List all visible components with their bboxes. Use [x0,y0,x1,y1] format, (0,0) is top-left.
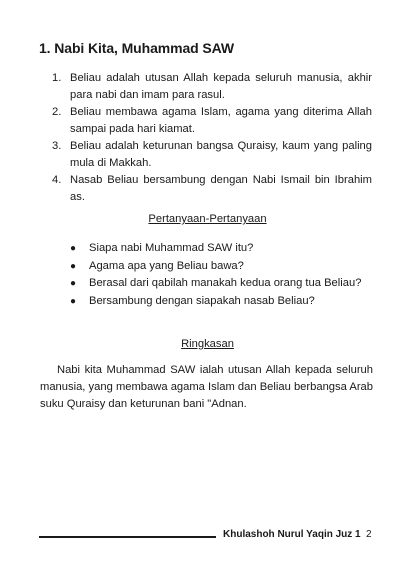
bullet-icon: ● [70,295,77,307]
bullet-icon: ● [70,260,77,272]
question-text: Siapa nabi Muhammad SAW itu? [89,242,254,254]
item-number: 1. [52,72,62,84]
footer-divider [39,536,216,538]
summary-heading: Ringkasan [181,338,234,350]
footer-book-title: Khulashoh Nurul Yaqin Juz 1 [223,529,361,540]
item-text: Nasab Beliau bersambung dengan Nabi Ismail bin Ibrahim as. [70,174,372,203]
list-item [52,172,372,206]
item-text: Beliau adalah utusan Allah kepada seluruh manusia, akhir para nabi dan imam para rasul. [70,72,372,101]
question-text: Agama apa yang Beliau bawa? [89,259,244,272]
list-item [70,240,361,258]
list-item [70,293,361,311]
item-number: 2. [52,106,62,118]
bullet-icon: ● [70,243,77,254]
item-text: Beliau membawa agama Islam, agama yang diterima Allah sampai pada hari kiamat. [70,106,372,135]
item-number: 4. [52,174,62,186]
list-item [52,104,372,138]
list-item [70,258,361,276]
questions-list [70,240,361,310]
lesson-title: 1. Nabi Kita, Muhammad SAW [39,40,234,56]
bullet-icon: ● [70,278,77,289]
list-item [52,70,372,104]
page-number: 2 [366,529,372,540]
facts-list [52,70,372,206]
item-text: Beliau adalah keturunan bangsa Quraisy, kaum yang paling mula di Makkah. [70,140,372,169]
question-text: Bersambung dengan siapakah nasab Beliau? [89,294,315,307]
question-text: Berasal dari qabilah manakah kedua orang tua Beliau? [89,277,362,289]
list-item [70,275,361,293]
questions-heading: Pertanyaan-Pertanyaan [148,213,267,225]
summary-paragraph: Nabi kita Muhammad SAW ialah utusan Allah kepada seluruh manusia, yang membawa agama Islam dan Beliau berbangsa Arab suku Quraisy dan keturunan bani "Adnan. [40,364,373,410]
list-item [52,138,372,172]
item-number: 3. [52,140,62,152]
